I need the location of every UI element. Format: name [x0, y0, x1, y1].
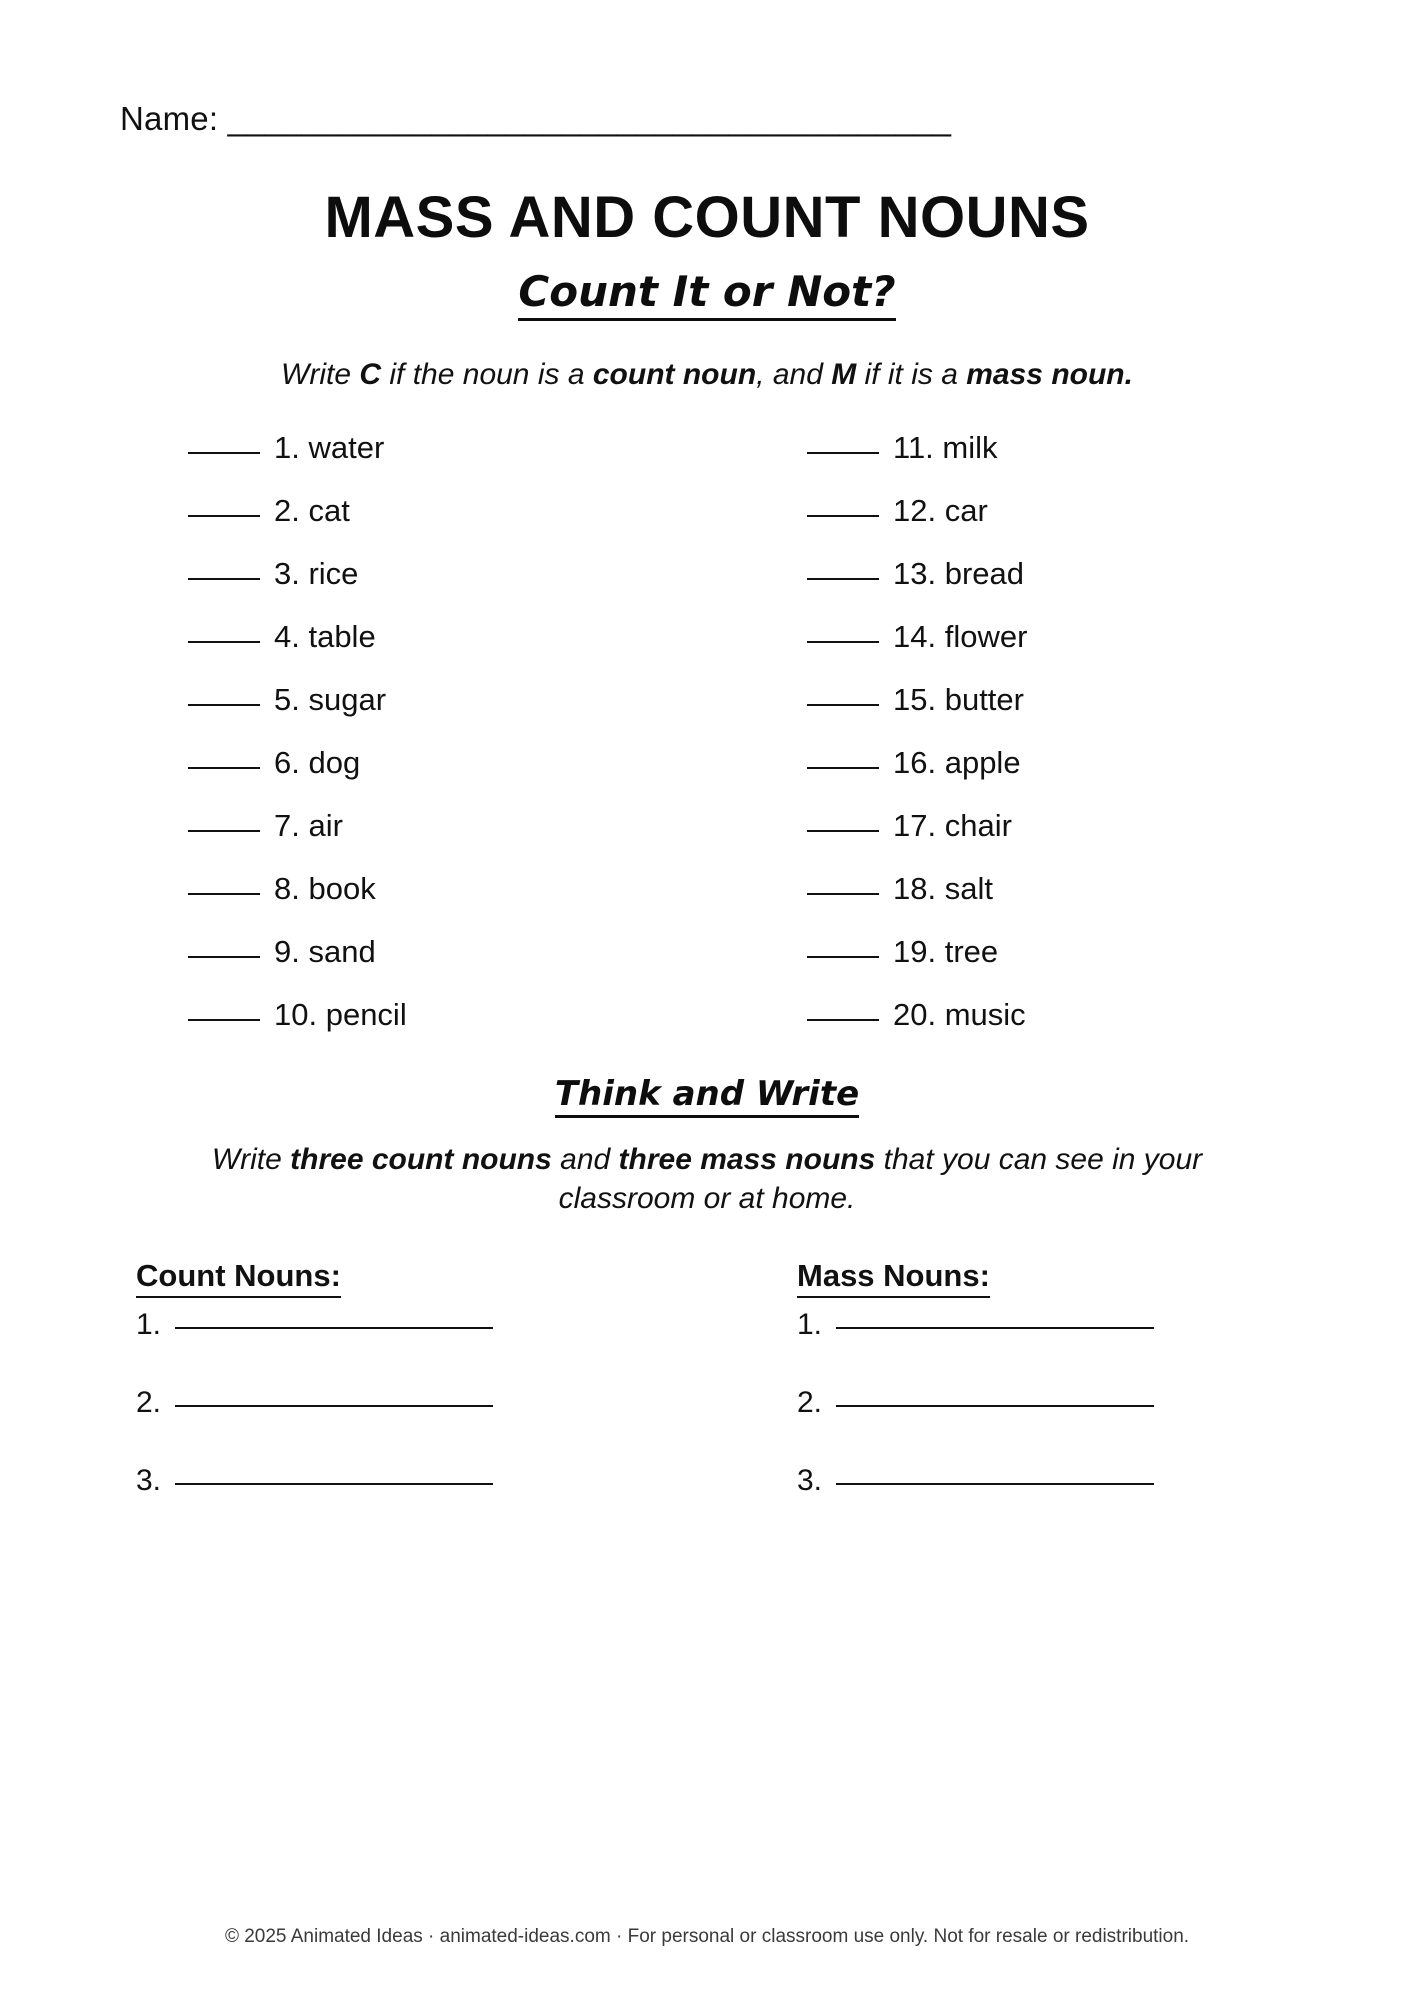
list-item-label: 20. music: [893, 997, 1026, 1032]
row-number: 2.: [136, 1386, 162, 1419]
count-noun-answer-row[interactable]: [136, 1386, 707, 1464]
answer-write-line[interactable]: [175, 1483, 493, 1485]
answer-blank[interactable]: [807, 704, 879, 706]
think-and-write-instructions: [120, 1140, 1294, 1218]
instructions-part-b: if the noun is a: [381, 358, 593, 391]
think-bold-mass: three mass nouns: [618, 1143, 876, 1176]
mass-nouns-heading: Mass Nouns:: [797, 1258, 990, 1298]
list-item[interactable]: [807, 430, 1284, 493]
answer-blank[interactable]: [807, 767, 879, 769]
noun-list-left-column: [130, 430, 707, 1060]
answer-blank[interactable]: [188, 704, 260, 706]
page-subtitle: [120, 267, 1294, 316]
list-item[interactable]: [188, 997, 707, 1060]
instructions-part-a: Write: [281, 358, 360, 391]
row-number: 3.: [136, 1464, 162, 1497]
answer-blank[interactable]: [188, 515, 260, 517]
list-item[interactable]: [807, 682, 1284, 745]
answer-write-line[interactable]: [836, 1405, 1154, 1407]
list-item-label: 14. flower: [893, 619, 1028, 654]
list-item-label: 12. car: [893, 493, 988, 528]
list-item[interactable]: [807, 556, 1284, 619]
row-number: 1.: [136, 1308, 162, 1341]
answer-blank[interactable]: [188, 578, 260, 580]
answer-section: [120, 1258, 1294, 1542]
answer-blank[interactable]: [188, 641, 260, 643]
page-title: MASS AND COUNT NOUNS: [324, 185, 1090, 250]
instructions-mass-noun: mass noun.: [966, 358, 1133, 391]
list-item-label: 15. butter: [893, 682, 1024, 717]
name-field-line[interactable]: Name: _______________________________________: [120, 100, 952, 137]
list-item[interactable]: [188, 556, 707, 619]
count-noun-answer-row[interactable]: [136, 1308, 707, 1386]
list-item-label: 13. bread: [893, 556, 1024, 591]
list-item[interactable]: [807, 619, 1284, 682]
list-item[interactable]: [188, 493, 707, 556]
answer-write-line[interactable]: [836, 1483, 1154, 1485]
list-item-label: 10. pencil: [274, 997, 407, 1032]
list-item[interactable]: [807, 808, 1284, 871]
list-item-label: 3. rice: [274, 556, 359, 591]
instructions-part-d: , and: [756, 358, 832, 391]
list-item[interactable]: [188, 871, 707, 934]
list-item[interactable]: [807, 745, 1284, 808]
list-item[interactable]: [807, 493, 1284, 556]
footer-copyright: © 2025 Animated Ideas · animated-ideas.com · For personal or classroom use only. Not for resale or redistribution.: [224, 1926, 1190, 1947]
list-item[interactable]: [807, 934, 1284, 997]
noun-list: [120, 430, 1294, 1060]
list-item-label: 8. book: [274, 871, 376, 906]
list-item[interactable]: [188, 745, 707, 808]
answer-blank[interactable]: [188, 452, 260, 454]
list-item-label: 9. sand: [274, 934, 376, 969]
list-item-label: 4. table: [274, 619, 376, 654]
list-item-label: 1. water: [274, 430, 385, 465]
answer-blank[interactable]: [807, 515, 879, 517]
list-item[interactable]: [188, 682, 707, 745]
list-item[interactable]: [807, 871, 1284, 934]
list-item-label: 16. apple: [893, 745, 1021, 780]
answer-blank[interactable]: [807, 830, 879, 832]
mass-nouns-column: [707, 1258, 1294, 1542]
instructions-letter-c: C: [359, 358, 382, 391]
list-item-label: 11. milk: [893, 430, 998, 465]
answer-blank[interactable]: [807, 641, 879, 643]
list-item-label: 18. salt: [893, 871, 993, 906]
page-subtitle-text: Count It or Not?: [518, 267, 895, 321]
answer-blank[interactable]: [188, 830, 260, 832]
answer-blank[interactable]: [188, 893, 260, 895]
count-nouns-column: [120, 1258, 707, 1542]
row-number: 3.: [797, 1464, 823, 1497]
list-item[interactable]: [188, 934, 707, 997]
noun-list-right-column: [707, 430, 1284, 1060]
answer-blank[interactable]: [188, 767, 260, 769]
list-item-label: 17. chair: [893, 808, 1012, 843]
think-and-write-heading: [120, 1074, 1294, 1114]
list-item-label: 2. cat: [274, 493, 350, 528]
instructions-count-noun: count noun: [592, 358, 757, 391]
list-item-label: 19. tree: [893, 934, 999, 969]
answer-blank[interactable]: [807, 893, 879, 895]
think-and-write-heading-text: Think and Write: [555, 1074, 859, 1118]
answer-write-line[interactable]: [836, 1327, 1154, 1329]
think-bold-count: three count nouns: [290, 1143, 552, 1176]
answer-blank[interactable]: [807, 578, 879, 580]
list-item-label: 5. sugar: [274, 682, 387, 717]
list-item[interactable]: [188, 430, 707, 493]
list-item-label: 6. dog: [274, 745, 361, 780]
answer-blank[interactable]: [807, 956, 879, 958]
answer-write-line[interactable]: [175, 1405, 493, 1407]
list-item-label: 7. air: [274, 808, 343, 843]
think-part-a: Write: [211, 1143, 291, 1176]
mass-noun-answer-row[interactable]: [797, 1308, 1294, 1386]
instructions-letter-m: M: [831, 358, 857, 391]
mass-noun-answer-row[interactable]: [797, 1386, 1294, 1464]
count-noun-answer-row[interactable]: [136, 1464, 707, 1542]
mass-noun-answer-row[interactable]: [797, 1464, 1294, 1542]
row-number: 1.: [797, 1308, 823, 1341]
list-item[interactable]: [188, 619, 707, 682]
think-part-c: that you can see in your classroom or at home.: [558, 1143, 1203, 1215]
answer-write-line[interactable]: [175, 1327, 493, 1329]
answer-blank[interactable]: [188, 1019, 260, 1021]
row-number: 2.: [797, 1386, 823, 1419]
list-item[interactable]: [807, 997, 1284, 1060]
count-nouns-heading: Count Nouns:: [136, 1258, 341, 1298]
answer-blank[interactable]: [807, 1019, 879, 1021]
list-item[interactable]: [188, 808, 707, 871]
answer-blank[interactable]: [188, 956, 260, 958]
think-part-b: and: [551, 1143, 619, 1176]
instructions-text: [120, 358, 1294, 392]
instructions-part-e: if it is a: [856, 358, 967, 391]
answer-blank[interactable]: [807, 452, 879, 454]
